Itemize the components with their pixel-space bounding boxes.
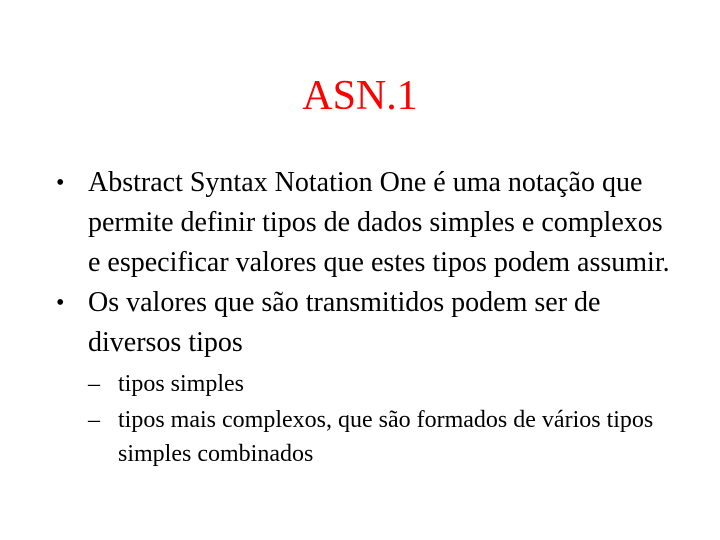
sub-item-text-2: tipos mais complexos, que são formados de vários tipos simples combinados [118, 407, 654, 467]
slide-title: ASN.1 [302, 73, 418, 119]
bullet-text-1: Abstract Syntax Notation One é uma notação que permite definir tipos de dados simples e complexos e especificar valores que estes tipos podem assumir. [88, 167, 670, 278]
bullet-item-2 [56, 283, 676, 363]
dash-icon: – [88, 407, 100, 433]
bullet-icon: • [56, 290, 65, 316]
dash-icon: – [88, 371, 100, 397]
sub-item-1 [88, 367, 676, 401]
sub-list [88, 367, 676, 471]
sub-item-text-1: tipos simples [118, 371, 245, 397]
bullet-item-1 [56, 163, 676, 283]
slide-body [56, 163, 676, 473]
sub-item-2 [88, 403, 676, 471]
bullet-icon: • [56, 170, 65, 196]
bullet-text-2: Os valores que são transmitidos podem ser de diversos tipos [88, 287, 601, 358]
